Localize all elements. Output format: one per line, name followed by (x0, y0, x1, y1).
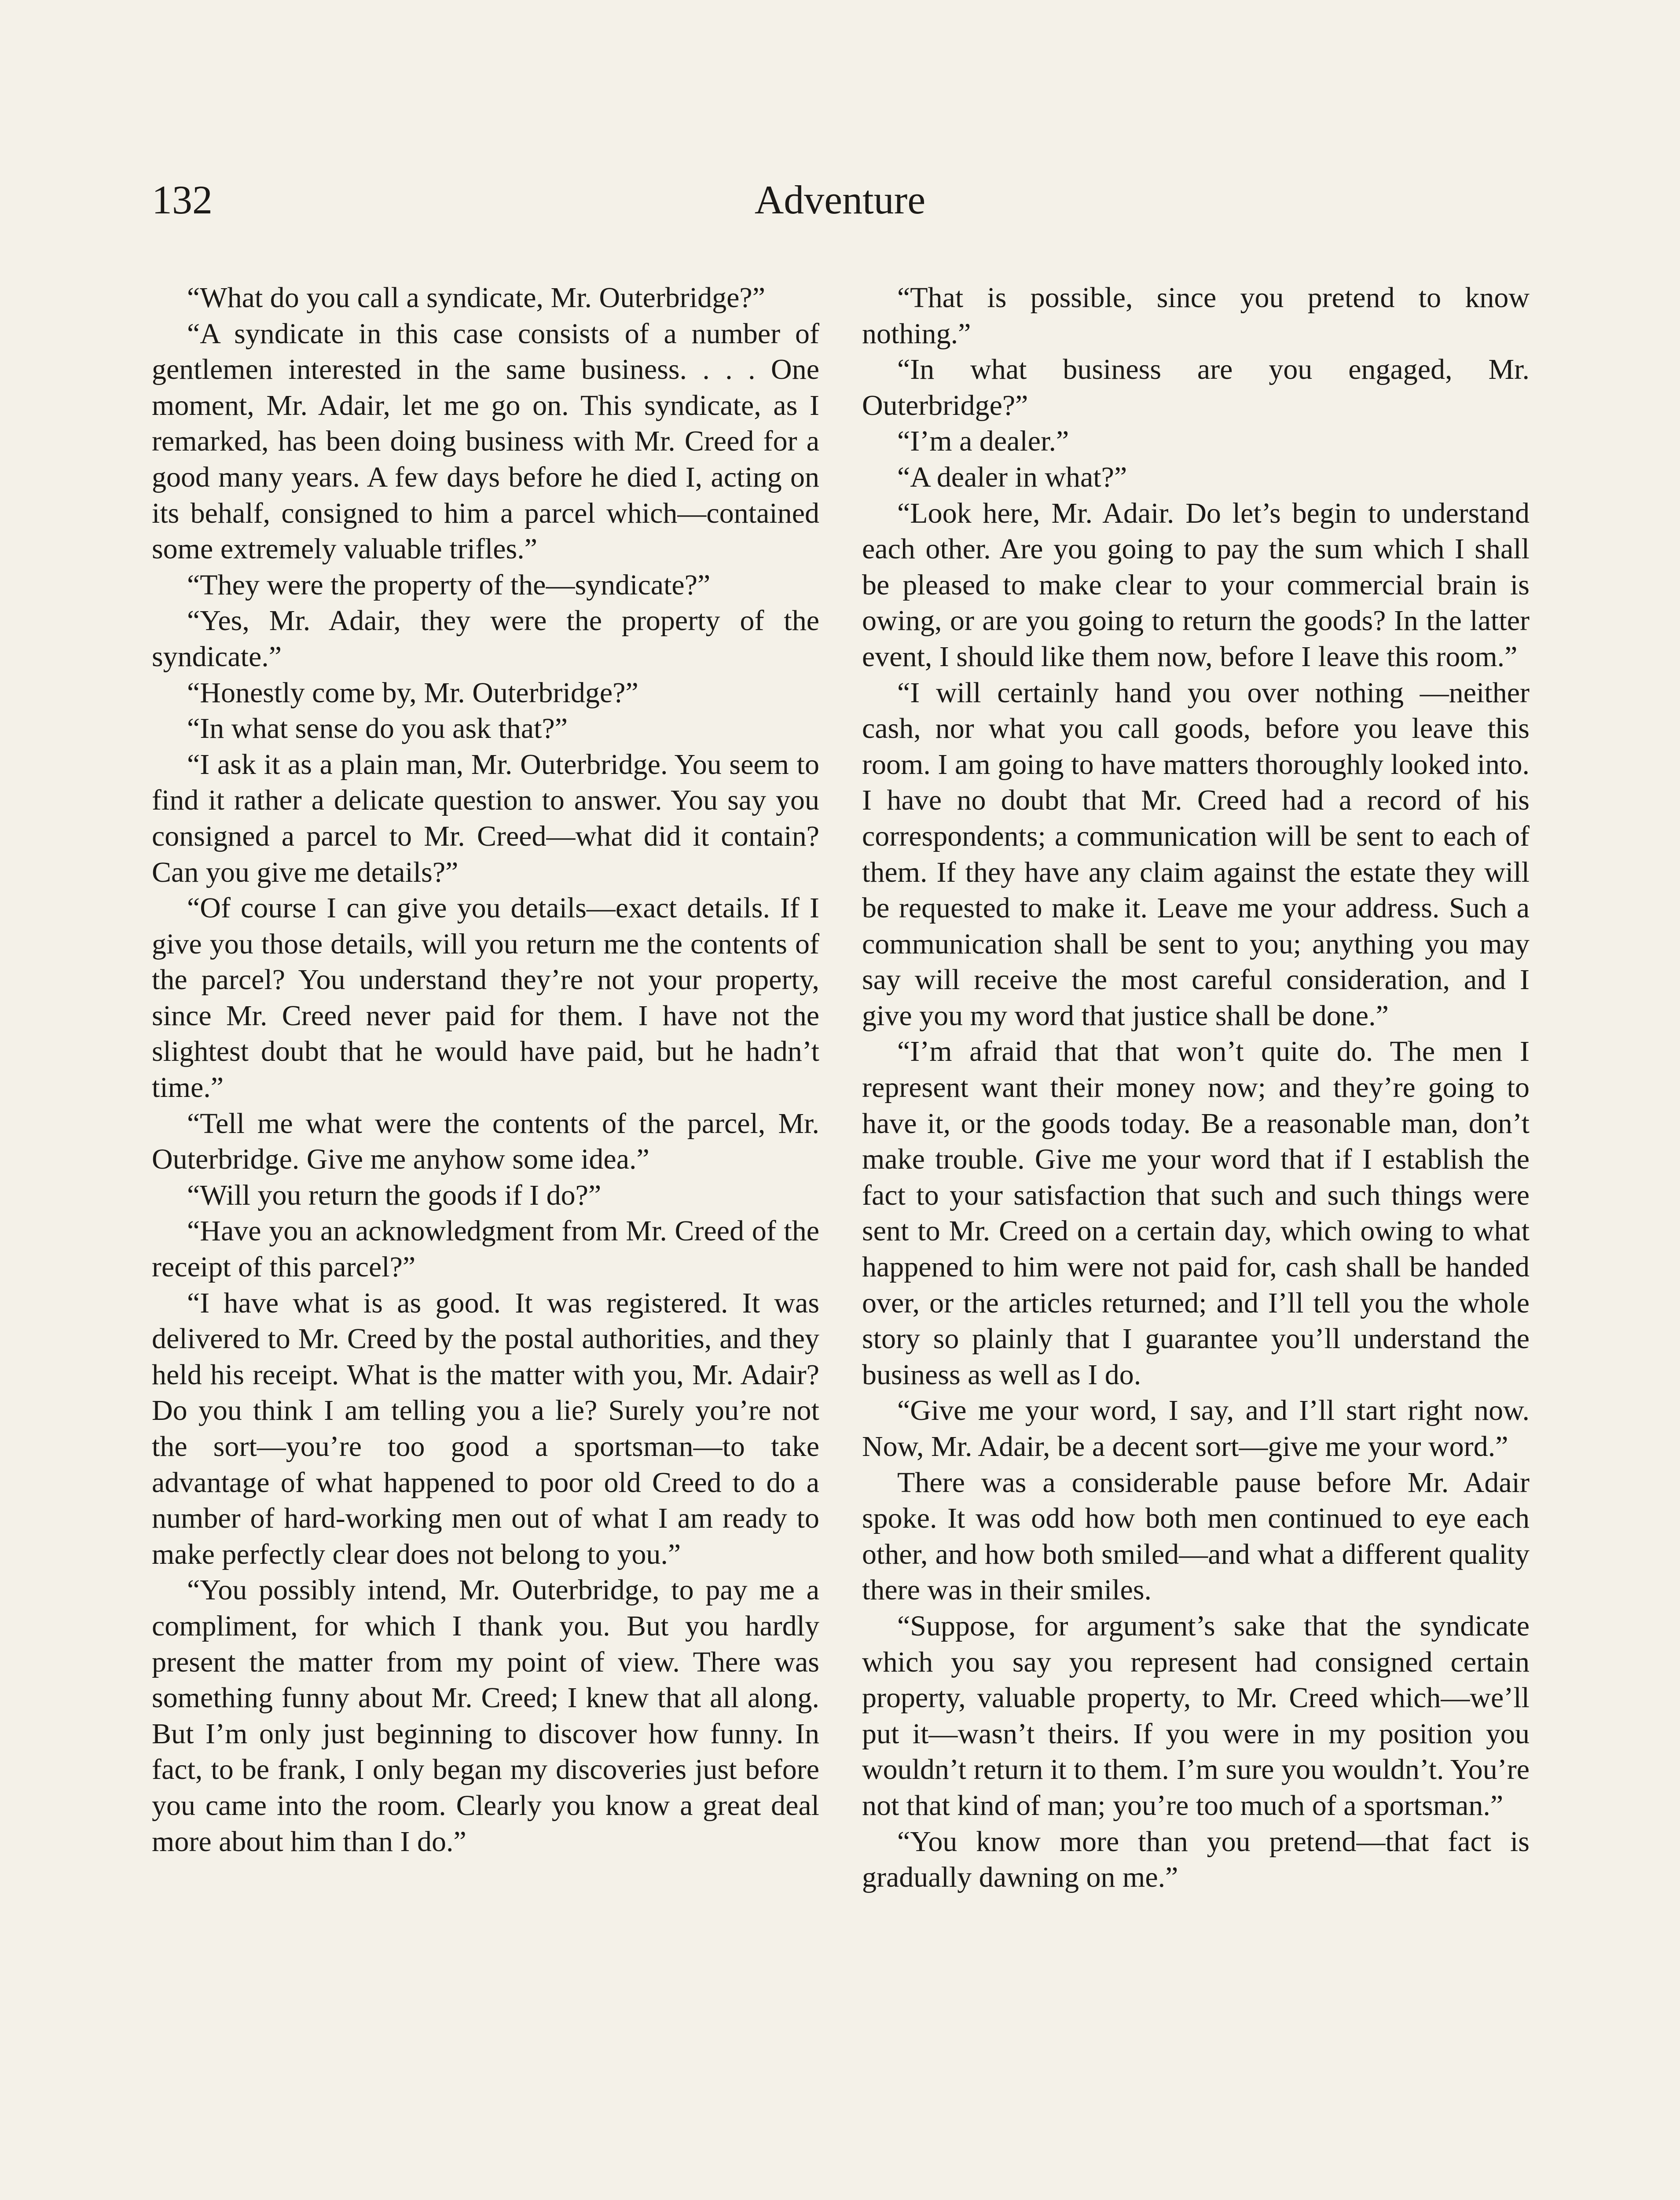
page-number: 132 (152, 177, 213, 222)
left-column (152, 280, 819, 1859)
paragraph: “I ask it as a plain man, Mr. Outerbridge. You seem to find it rather a delicate question to answer. You say you consigned a parcel to Mr. Creed—what did it contain? Can you give me details?” (152, 748, 819, 888)
paragraph: “I will certainly hand you over nothing —neither cash, nor what you call goods, before you leave this room. I am going to have matters thoroughly looked into. I have no doubt that Mr. Creed had a record of his correspondents; a communication will be sent to each of them. If they have any claim against the estate they will be requested to make it. Leave me your address. Such a communication shall be sent to you; anything you may say will receive the most careful consideration, and I give you my word that justice shall be done.” (862, 676, 1530, 1032)
paragraph: “Honestly come by, Mr. Outerbridge?” (187, 676, 638, 709)
paragraph: “I’m afraid that that won’t quite do. The men I represent want their money now; and they’re going to have it, or the goods today. Be a reasonable man, don’t make trouble. Give me your word that if I establish the fact to your satisfaction that such and such things were sent to Mr. Creed on a certain day, which owing to what happened to him were not paid for, cash shall be handed over, or the articles returned; and I’ll tell you the whole story so plainly that I guarantee you’ll understand the business as well as I do. (862, 1035, 1530, 1391)
paragraph: “In what sense do you ask that?” (187, 712, 568, 745)
paragraph: “I’m a dealer.” (897, 425, 1069, 458)
paragraph: “Suppose, for argument’s sake that the syndicate which you say you represent had consigned certain property, valuable property, to Mr. Creed which—we’ll put it—wasn’t theirs. If you were in my position you wouldn’t return it to them. I’m sure you wouldn’t. You’re not that kind of man; you’re too much of a sportsman.” (862, 1610, 1530, 1822)
paragraph: “In what business are you engaged, Mr. Outerbridge?” (862, 353, 1530, 422)
paragraph: “Tell me what were the contents of the parcel, Mr. Outerbridge. Give me anyhow some idea.” (152, 1107, 819, 1176)
paragraph: “I have what is as good. It was registered. It was delivered to Mr. Creed by the postal authorities, and they held his receipt. What is the matter with you, Mr. Adair? Do you think I am telling you a lie? Surely you’re not the sort—you’re too good a sportsman—to take advantage of what happened to poor old Creed to do a number of hard-working men out of what I am ready to make perfectly clear does not belong to you.” (152, 1287, 819, 1570)
paragraph: There was a considerable pause before Mr. Adair spoke. It was odd how both men continued to eye each other, and how both smiled—and what a different quality there was in their smiles. (862, 1466, 1530, 1606)
paragraph: “Yes, Mr. Adair, they were the property of the syndicate.” (152, 605, 819, 673)
paragraph: “Will you return the goods if I do?” (187, 1179, 602, 1211)
paragraph: “They were the property of the—syndicate?” (187, 568, 711, 601)
paragraph: “You possibly intend, Mr. Outerbridge, to pay me a compliment, for which I thank you. But you hardly present the matter from my point of view. There was something funny about Mr. Creed; I knew that all along. But I’m only just beginning to discover how funny. In fact, to be frank, I only began my discoveries just before you came into the room. Clearly you know a great deal more about him than I do.” (152, 1574, 819, 1858)
magazine-title: Adventure (754, 177, 926, 222)
right-column (862, 280, 1530, 1896)
paragraph: “Of course I can give you details—exact details. If I give you those details, will you return me the contents of the parcel? You understand they’re not your property, since Mr. Creed never paid for them. I have not the slightest doubt that he would have paid, but he hadn’t time.” (152, 892, 819, 1104)
paragraph: “A syndicate in this case consists of a number of gentlemen interested in the same business. . . . One moment, Mr. Adair, let me go on. This syndicate, as I remarked, has been doing business with Mr. Creed for a good many years. A few days before he died I, acting on its behalf, consigned to him a parcel which—contained some extremely valuable trifles.” (152, 317, 819, 565)
paragraph: “Have you an acknowledgment from Mr. Creed of the receipt of this parcel?” (152, 1215, 819, 1283)
paragraph: “What do you call a syndicate, Mr. Outerbridge?” (187, 282, 766, 314)
paragraph: “Give me your word, I say, and I’ll start right now. Now, Mr. Adair, be a decent sort—give me your word.” (862, 1394, 1530, 1463)
paragraph: “A dealer in what?” (897, 461, 1127, 493)
paragraph: “That is possible, since you pretend to know nothing.” (862, 282, 1530, 350)
paragraph: “You know more than you pretend—that fact is gradually dawning on me.” (862, 1825, 1530, 1894)
paragraph: “Look here, Mr. Adair. Do let’s begin to understand each other. Are you going to pay the sum which I shall be pleased to make clear to your commercial brain is owing, or are you going to return the goods? In the latter event, I should like them now, before I leave this room.” (862, 497, 1530, 673)
